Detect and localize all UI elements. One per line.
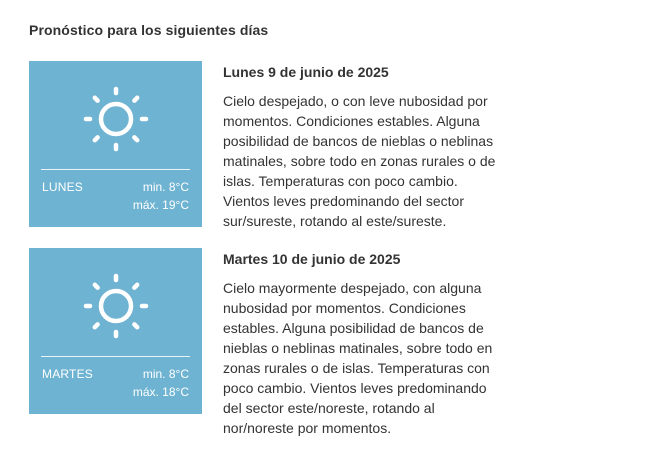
max-temperature: máx. 18°C xyxy=(132,385,189,399)
forecast-card xyxy=(29,61,202,227)
card-divider xyxy=(41,356,190,357)
max-temperature: máx. 19°C xyxy=(132,198,189,212)
min-temperature: min. 8°C xyxy=(142,367,189,381)
forecast-description: Cielo mayormente despejado, con alguna nubosidad por momentos. Condiciones estables. Alguna posibilidad de bancos de nieblas o neblinas matinales, sobre todo en zonas rurales o de islas. Temperaturas con poco cambio. Vientos leves predominando del sector este/noreste, rotando al nor/noreste por momentos. xyxy=(223,280,493,436)
section-title: Pronóstico para los siguientes días xyxy=(29,22,269,38)
sun-icon xyxy=(81,271,151,341)
sun-icon xyxy=(81,84,151,154)
forecast-date: Lunes 9 de junio de 2025 xyxy=(223,64,389,80)
forecast-text xyxy=(223,61,508,231)
forecast-item xyxy=(29,61,649,231)
forecast-description: Cielo despejado, o con leve nubosidad por momentos. Condiciones estables. Alguna posibilidad de bancos de nieblas o neblinas matinales, sobre todo en zonas rurales o de islas. Temperaturas con poco cambio. Vientos leves predominando del sector sur/sureste, rotando al este/sureste. xyxy=(223,93,496,229)
forecast-text xyxy=(223,248,508,438)
forecast-date: Martes 10 de junio de 2025 xyxy=(223,251,401,267)
min-temperature: min. 8°C xyxy=(142,180,189,194)
forecast-item xyxy=(29,248,649,436)
forecast-card xyxy=(29,248,202,414)
day-label: MARTES xyxy=(42,367,93,381)
day-label: LUNES xyxy=(42,180,84,194)
card-divider xyxy=(41,169,190,170)
